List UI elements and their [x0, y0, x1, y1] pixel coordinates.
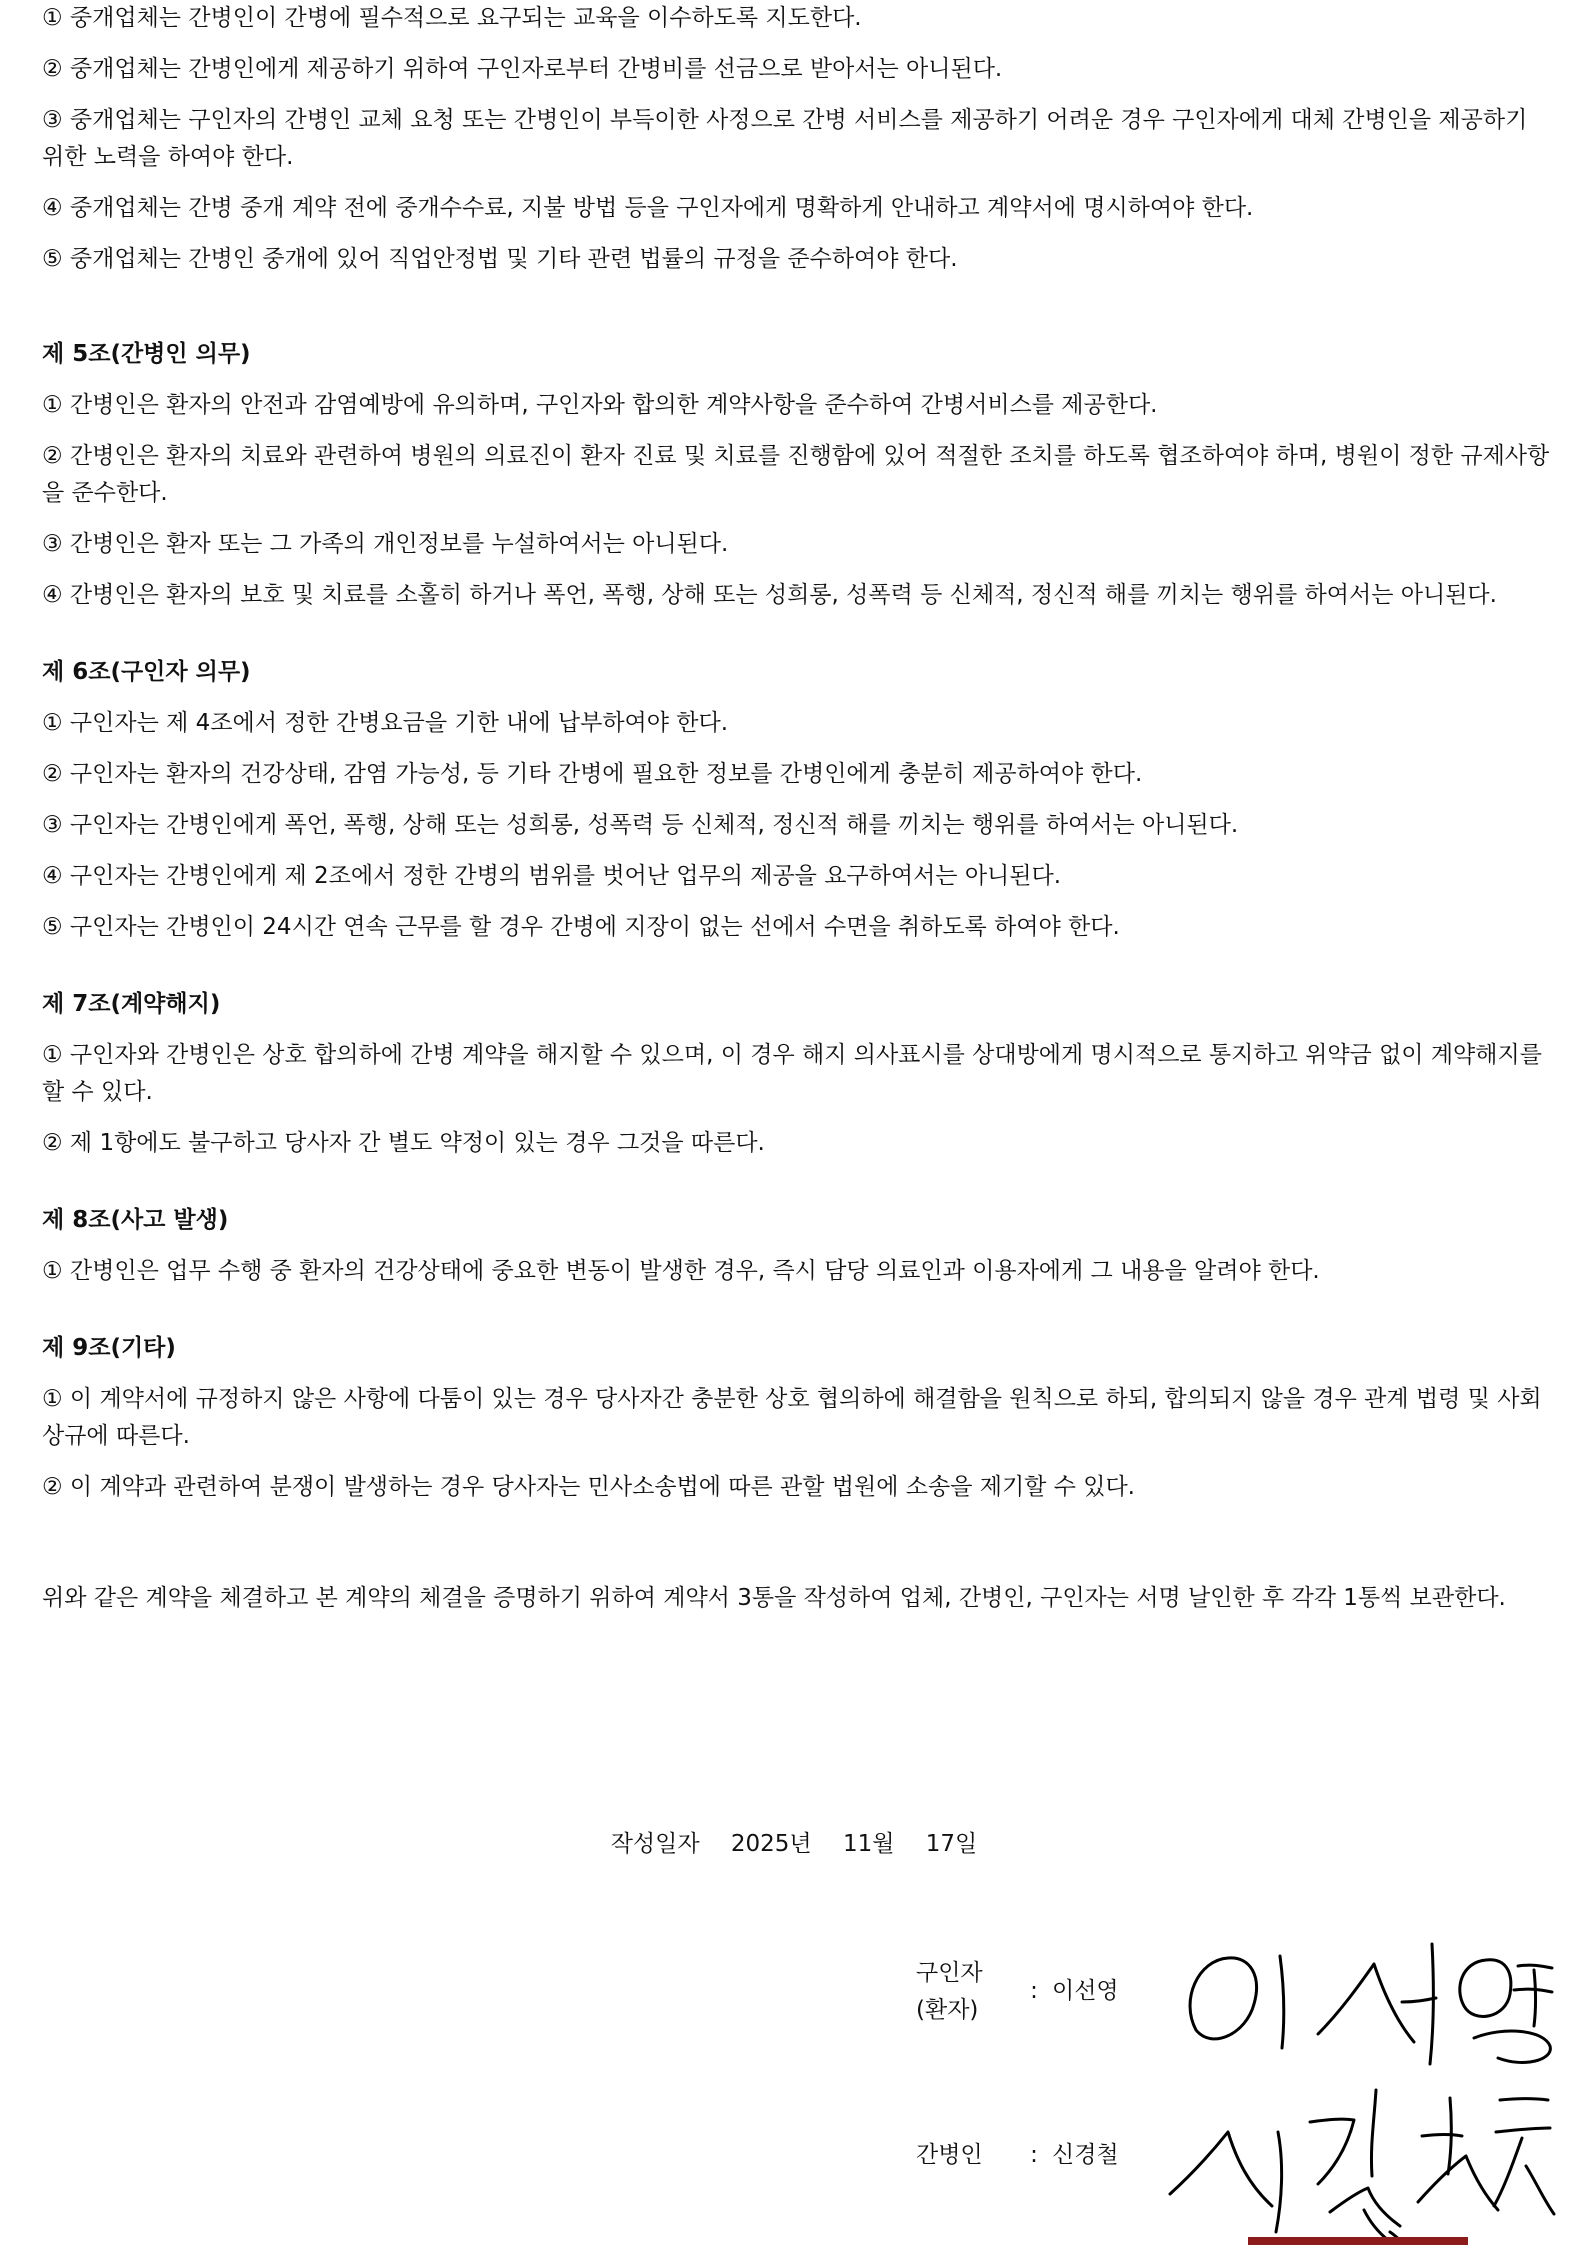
article-6	[42, 654, 1556, 946]
clause-item: ④ 중개업체는 간병 중개 계약 전에 중개수수료, 지불 방법 등을 구인자에게 명확하게 안내하고 계약서에 명시하여야 한다.	[42, 195, 1254, 221]
article-title: 제 6조(구인자 의무)	[42, 659, 251, 685]
clause-item: ③ 구인자는 간병인에게 폭언, 폭행, 상해 또는 성희롱, 성폭력 등 신체적, 정신적 해를 끼치는 행위를 하여서는 아니된다.	[42, 812, 1239, 838]
article-title: 제 7조(계약해지)	[42, 991, 221, 1017]
article-5	[42, 336, 1556, 614]
clause-item: ⑤ 구인자는 간병인이 24시간 연속 근무를 할 경우 간병에 지장이 없는 선에서 수면을 취하도록 하여야 한다.	[42, 914, 1120, 940]
caregiver-name: 신경철	[1052, 2142, 1119, 2168]
clause-item: ① 구인자는 제 4조에서 정한 간병요금을 기한 내에 납부하여야 한다.	[42, 710, 729, 736]
contract-document	[42, 0, 1556, 1631]
date-line	[0, 1826, 1588, 1863]
article-7	[42, 986, 1556, 1162]
clause-item: ② 구인자는 환자의 건강상태, 감염 가능성, 등 기타 간병에 필요한 정보를 간병인에게 충분히 제공하여야 한다.	[42, 761, 1143, 787]
article-9	[42, 1330, 1556, 1506]
client-role-line1: 구인자	[916, 1960, 983, 1986]
clause-item: ② 간병인은 환자의 치료와 관련하여 병원의 의료진이 환자 진료 및 치료를 진행함에 있어 적절한 조치를 하도록 협조하여야 하며, 병원이 정한 규제사항을 준수한다.	[42, 443, 1550, 506]
client-role-line2: (환자)	[916, 1997, 979, 2023]
clause-item: ④ 간병인은 환자의 보호 및 치료를 소홀히 하거나 폭언, 폭행, 상해 또는 성희롱, 성폭력 등 신체적, 정신적 해를 끼치는 행위를 하여서는 아니된다.	[42, 582, 1497, 608]
clause-item: ④ 구인자는 간병인에게 제 2조에서 정한 간병의 범위를 벗어난 업무의 제공을 요구하여서는 아니된다.	[42, 863, 1062, 889]
article-8	[42, 1202, 1556, 1290]
client-role-label	[916, 1955, 1016, 2029]
stamp-edge	[1248, 2237, 1468, 2245]
closing-statement: 위와 같은 계약을 체결하고 본 계약의 체결을 증명하기 위하여 계약서 3통을 작성하여 업체, 간병인, 구인자는 서명 날인한 후 각각 1통씩 보관한다.	[42, 1585, 1506, 1611]
date-label: 작성일자	[610, 1831, 700, 1857]
clause-item: ① 구인자와 간병인은 상호 합의하에 간병 계약을 해지할 수 있으며, 이 경우 해지 의사표시를 상대방에게 명시적으로 통지하고 위약금 없이 계약해지를 할 수 있다.	[42, 1042, 1542, 1105]
clause-item: ① 중개업체는 간병인이 간병에 필수적으로 요구되는 교육을 이수하도록 지도한다.	[42, 5, 862, 31]
clause-item: ① 간병인은 업무 수행 중 환자의 건강상태에 중요한 변동이 발생한 경우, 즉시 담당 의료인과 이용자에게 그 내용을 알려야 한다.	[42, 1258, 1320, 1284]
client-name: 이선영	[1052, 1978, 1119, 2004]
article-title: 제 8조(사고 발생)	[42, 1207, 229, 1233]
clause-item: ③ 간병인은 환자 또는 그 가족의 개인정보를 누설하여서는 아니된다.	[42, 531, 729, 557]
caregiver-handwritten-signature	[1150, 2082, 1560, 2245]
client-handwritten-signature	[1168, 1930, 1558, 2080]
date-month: 11월	[842, 1831, 895, 1857]
clause-item: ② 중개업체는 간병인에게 제공하기 위하여 구인자로부터 간병비를 선금으로 받아서는 아니된다.	[42, 56, 1003, 82]
caregiver-signature-row	[916, 2137, 1119, 2174]
article-title: 제 5조(간병인 의무)	[42, 341, 251, 367]
clause-item: ② 제 1항에도 불구하고 당사자 간 별도 약정이 있는 경우 그것을 따른다.	[42, 1130, 765, 1156]
clause-item: ② 이 계약과 관련하여 분쟁이 발생하는 경우 당사자는 민사소송법에 따른 관할 법원에 소송을 제기할 수 있다.	[42, 1474, 1135, 1500]
clause-item: ③ 중개업체는 구인자의 간병인 교체 요청 또는 간병인이 부득이한 사정으로 간병 서비스를 제공하기 어려운 경우 구인자에게 대체 간병인을 제공하기 위한 노력을 하여야 한다.	[42, 107, 1528, 170]
clause-item: ⑤ 중개업체는 간병인 중개에 있어 직업안정법 및 기타 관련 법률의 규정을 준수하여야 한다.	[42, 246, 958, 272]
colon: :	[1030, 2142, 1038, 2168]
client-signature-row	[916, 1955, 1119, 2029]
caregiver-role-label: 간병인	[916, 2142, 983, 2168]
date-day: 17일	[925, 1831, 978, 1857]
clause-item: ① 간병인은 환자의 안전과 감염예방에 유의하며, 구인자와 합의한 계약사항을 준수하여 간병서비스를 제공한다.	[42, 392, 1158, 418]
article-title: 제 9조(기타)	[42, 1335, 176, 1361]
article-4-continued	[42, 0, 1556, 278]
date-year: 2025년	[730, 1831, 812, 1857]
colon: :	[1030, 1978, 1038, 2004]
clause-item: ① 이 계약서에 규정하지 않은 사항에 다툼이 있는 경우 당사자간 충분한 상호 협의하에 해결함을 원칙으로 하되, 합의되지 않을 경우 관계 법령 및 사회상규에 따른다.	[42, 1386, 1542, 1449]
